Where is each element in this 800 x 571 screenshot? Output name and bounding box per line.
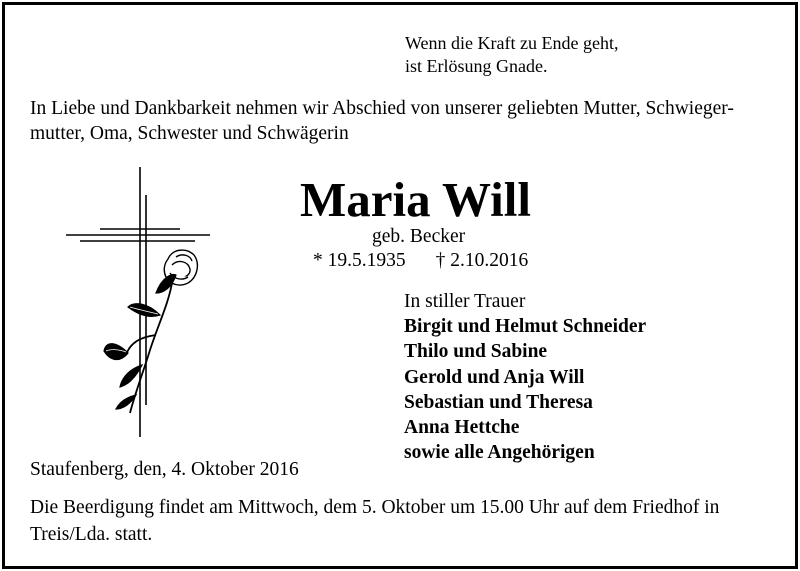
birth-name: geb. Becker	[372, 226, 466, 247]
funeral-line-1: Die Beerdigung findet am Mittwoch, dem 5. Oktober um 15.00 Uhr auf dem Friedhof in	[30, 497, 720, 518]
deceased-name: Maria Will	[300, 172, 531, 227]
mourner-name: sowie alle Angehörigen	[404, 442, 595, 464]
intro-line-1: In Liebe und Dankbarkeit nehmen wir Abschied von unserer geliebten Mutter, Schwieger-	[30, 98, 734, 119]
mourner-name: Thilo und Sabine	[404, 341, 548, 363]
motto-line-2: ist Erlösung Gnade.	[405, 56, 548, 76]
death-date: † 2.10.2016	[435, 250, 529, 271]
life-dates	[313, 249, 528, 272]
funeral-line-2: Treis/Lda. statt.	[30, 524, 153, 545]
motto-line-1: Wenn die Kraft zu Ende geht,	[405, 33, 619, 53]
mourner-name: Birgit und Helmut Schneider	[404, 316, 647, 337]
mourner-name: Anna Hettche	[404, 417, 520, 439]
mourners-list	[404, 314, 646, 466]
cross-with-rose-icon	[60, 165, 220, 445]
intro-line-2: mutter, Oma, Schwester und Schwägerin	[30, 123, 349, 144]
mourner-name: Sebastian und Theresa	[404, 391, 593, 413]
motto	[405, 32, 618, 78]
mourning-intro: In stiller Trauer	[404, 291, 526, 312]
birth-date: * 19.5.1935	[313, 250, 406, 271]
mourner-name: Gerold und Anja Will	[404, 366, 585, 388]
funeral-info	[30, 494, 719, 548]
intro-text	[30, 96, 775, 146]
place-and-date: Staufenberg, den, 4. Oktober 2016	[30, 459, 299, 480]
